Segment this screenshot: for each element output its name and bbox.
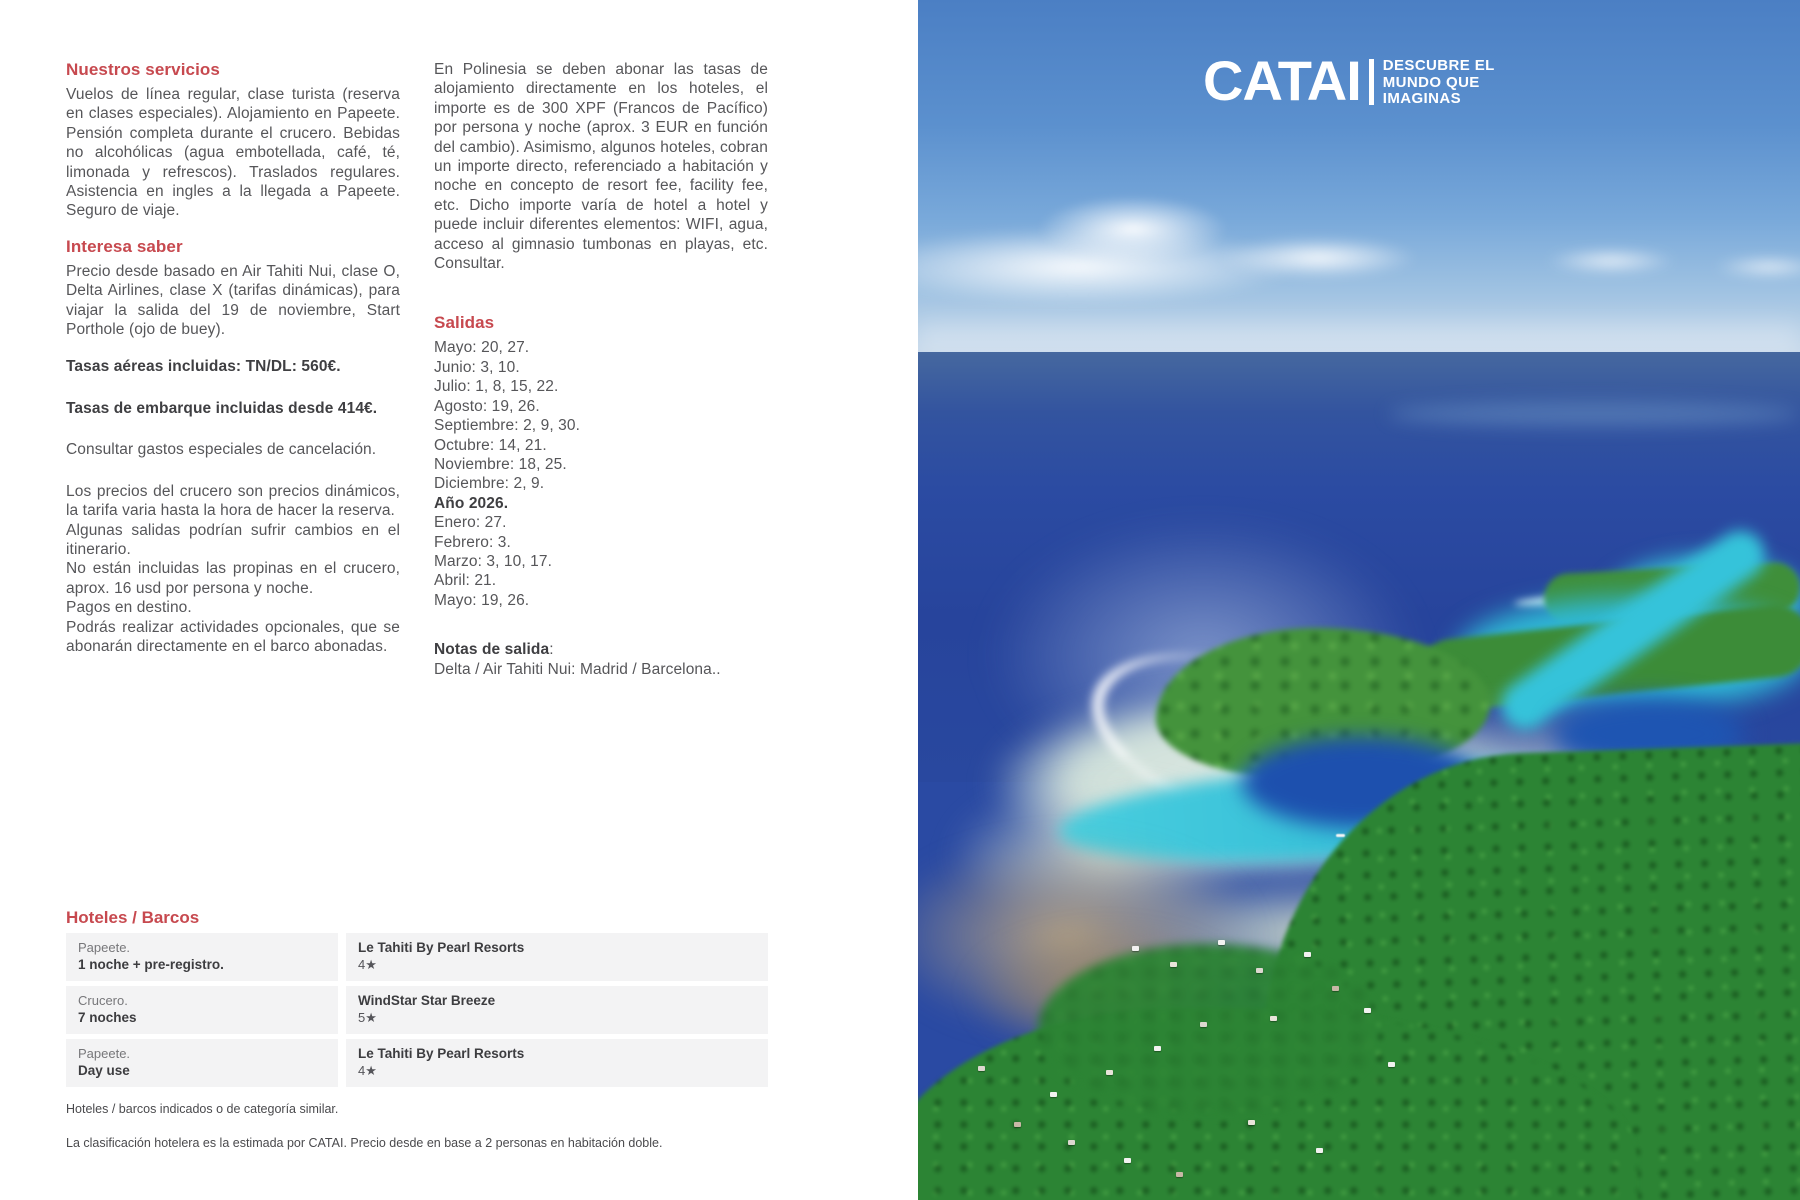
village: [918, 0, 1800, 1200]
table-row: [66, 1039, 768, 1087]
polinesia-paragraph: En Polinesia se deben abonar las tasas de alojamiento directamente en los hoteles, el importe es de 300 XPF (Francos de Pacífico) por persona y noche (aprox. 3 EUR en función del cambio). Asimismo, algunos hoteles, cobran un importe directo, referenciado a habitación y noche en concepto de resort fee, facility fee, etc. Dicho importe varía de hotel a hotel y puede incluir diferentes elementos: WIFI, agua, acceso al gimnasio tumbonas en playas, etc. Consultar.: [434, 61, 768, 273]
column-services: [66, 60, 400, 656]
stage-cell: [66, 933, 338, 981]
salidas-line: Septiembre: 2, 9, 30.: [434, 417, 580, 435]
stage-duration: Day use: [78, 1063, 130, 1078]
hotel-name: WindStar Star Breeze: [358, 993, 496, 1008]
stage-place: Crucero.: [78, 993, 128, 1008]
extra-note: Algunas salidas podrían sufrir cambios en el itinerario.: [66, 521, 400, 558]
tagline-line: IMAGINAS: [1382, 90, 1461, 107]
salidas-line: Abril: 21.: [434, 572, 497, 590]
hotels-note: La clasificación hotelera es la estimada por CATAI. Precio desde en base a 2 personas en habitación doble.: [66, 1135, 663, 1150]
salidas-line: Febrero: 3.: [434, 533, 511, 551]
salidas-line: Octubre: 14, 21.: [434, 436, 547, 454]
hotel-cell: [346, 1039, 768, 1087]
hotels-note: Hoteles / barcos indicados o de categoría similar.: [66, 1102, 339, 1116]
stage-duration: 1 noche + pre-registro.: [78, 957, 224, 972]
notas-block: [434, 640, 768, 679]
stage-duration: 7 noches: [78, 1010, 137, 1025]
extra-note: Los precios del crucero son precios dinámicos, la tarifa varia hasta la hora de hacer la reserva.: [66, 482, 400, 520]
hotels-heading: Hoteles / Barcos: [66, 908, 200, 927]
info-paragraph: Precio desde basado en Air Tahiti Nui, clase O, Delta Airlines, clase X (tarifas dinámicas), para viajar la salida del 19 de noviembre, Start Porthole (ojo de buey).: [66, 262, 400, 339]
hotels-section: [66, 908, 768, 1166]
salidas-line: Mayo: 19, 26.: [434, 591, 530, 609]
info-heading: Interesa saber: [66, 236, 183, 256]
logo-divider: [1369, 59, 1374, 105]
cancellation-note: Consultar gastos especiales de cancelación.: [66, 441, 377, 459]
aerial-lagoon-photo: [918, 0, 1800, 1200]
salidas-year: Año 2026.: [434, 494, 509, 512]
hotel-name: Le Tahiti By Pearl Resorts: [358, 940, 525, 955]
salidas-list: [434, 338, 768, 610]
extra-notes-block: [66, 482, 400, 657]
hotel-stars: 5★: [358, 1010, 377, 1025]
salidas-line: Noviembre: 18, 25.: [434, 455, 567, 473]
services-paragraph: Vuelos de línea regular, clase turista (reserva en clases especiales). Alojamiento en Papeete. Pensión completa durante el crucero. Bebidas no alcohólicas (agua embotellada, café, té, limonada y refrescos). Traslados regulares. Asistencia en ingles a la llegada a Papeete. Seguro de viaje.: [66, 86, 400, 220]
column-departures: [434, 60, 768, 679]
logo-tagline: [1383, 56, 1495, 108]
tagline-line: MUNDO QUE: [1382, 73, 1480, 91]
table-row: [66, 986, 768, 1034]
stage-place: Papeete.: [78, 940, 131, 955]
tagline-line: DESCUBRE EL: [1382, 57, 1495, 74]
extra-note: Podrás realizar actividades opcionales, que se abonarán directamente en el barco abonadas.: [66, 618, 400, 655]
hotel-cell: [346, 986, 768, 1034]
notas-body: Delta / Air Tahiti Nui: Madrid / Barcelona..: [434, 660, 721, 678]
salidas-line: Mayo: 20, 27.: [434, 339, 530, 357]
notas-colon: :: [549, 641, 554, 659]
catai-logo: [1203, 49, 1495, 112]
brand-wordmark: CATAI: [1203, 49, 1361, 112]
extra-note: Pagos en destino.: [66, 599, 192, 617]
stage-cell: [66, 986, 338, 1034]
salidas-heading: Salidas: [434, 313, 495, 333]
salidas-line: Junio: 3, 10.: [434, 358, 520, 376]
salidas-line: Agosto: 19, 26.: [434, 397, 540, 415]
salidas-line: Julio: 1, 8, 15, 22.: [434, 378, 559, 396]
table-row: [66, 933, 768, 981]
salidas-line: Enero: 27.: [434, 514, 507, 532]
notas-heading: Notas de salida: [434, 641, 550, 659]
air-taxes-note: Tasas aéreas incluidas: TN/DL: 560€.: [66, 358, 341, 376]
boarding-taxes-note: Tasas de embarque incluidas desde 414€.: [66, 399, 378, 417]
hotel-stars: 4★: [358, 1063, 377, 1078]
stage-cell: [66, 1039, 338, 1087]
salidas-line: Diciembre: 2, 9.: [434, 475, 545, 493]
hotel-name: Le Tahiti By Pearl Resorts: [358, 1046, 525, 1061]
hotel-stars: 4★: [358, 957, 377, 972]
hotel-cell: [346, 933, 768, 981]
salidas-line: Marzo: 3, 10, 17.: [434, 552, 553, 570]
stage-place: Papeete.: [78, 1046, 131, 1061]
services-heading: Nuestros servicios: [66, 60, 220, 79]
extra-note: No están incluidas las propinas en el crucero, aprox. 16 usd por persona y noche.: [66, 560, 400, 597]
